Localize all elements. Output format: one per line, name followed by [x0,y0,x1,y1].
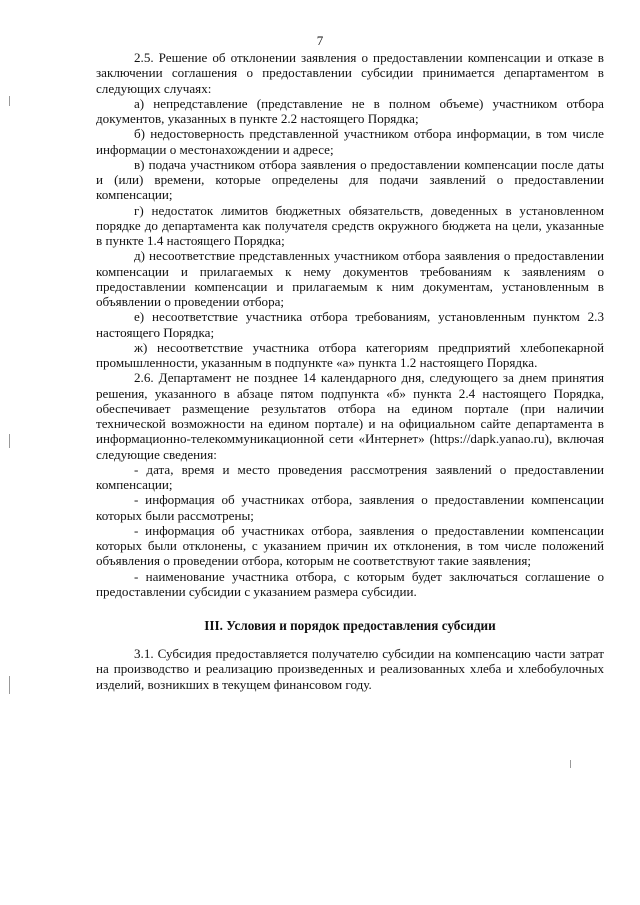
clauses-2-5-2-6 [96,50,604,599]
scan-margin-mark [9,676,10,694]
clause-2-5-item-a: а) непредставление (представление не в полном объеме) участником отбора документов, указанных в пункте 2.2 настоящего Порядка; [96,95,604,126]
clause-2-6-dash-1: - дата, время и место проведения рассмотрения заявлений о предоставлении компенсации; [96,461,604,492]
clause-2-6-intro: 2.6. Департамент не позднее 14 календарного дня, следующего за днем принятия решения, указанного в абзаце пятом подпункта «б» пункта 2.4 настоящего Порядка, обеспечивает размещение результатов отбора на едином портале (при наличии технической возможности на едином портале) и на официальном сайте департамента в информационно-телекоммуникационной сети «Интернет» (https://dapk.yanao.ru), включая следующие сведения: [96,370,604,462]
clause-2-5-item-v: в) подача участником отбора заявления о предоставлении компенсации после даты и (или) времени, которые определены для подачи заявлений о предоставлении компенсации; [96,156,604,203]
clause-2-5-item-d: д) несоответствие представленных участником отбора заявления о предоставлении компенсации и прилагаемых к нему документов требованиям к заявлениям о предоставлении компенсации и прилагаемым к ним документам, установленным в объявлении о проведении отбора; [96,248,604,309]
page-number: 7 [316,33,324,48]
clause-2-6-dash-2: - информация об участниках отбора, заявления о предоставлении компенсации которых были рассмотрены; [96,492,604,523]
clause-2-5-item-g: г) недостаток лимитов бюджетных обязательств, доведенных в установленном порядке до департамента как получателя средств окружного бюджета на цели, указанные в пункте 1.4 настоящего Порядка; [96,202,604,248]
clause-3-1: 3.1. Субсидия предоставляется получателю субсидии на компенсацию части затрат на производство и реализацию произведенных и реализованных хлеба и хлебобулочных изделий, возникших в текущем финансовом году. [96,646,604,692]
scan-margin-mark [9,434,10,448]
clause-2-5-item-e: е) несоответствие участника отбора требованиям, установленным пунктом 2.3 настоящего Порядка; [96,309,604,340]
clause-2-6-dash-3: - информация об участниках отбора, заявления о предоставлении компенсации которых были отклонены, с указанием причин их отклонения, в том числе положений объявления о проведении отбора, которым не соответствуют такие заявления; [96,522,604,569]
clause-2-5-intro: 2.5. Решение об отклонении заявления о предоставлении компенсации и отказе в заключении соглашения о предоставлении субсидии принимается департаментом в следующих случаях: [96,50,604,96]
section-3-body [96,646,604,692]
clause-2-5-item-zh: ж) несоответствие участника отбора категориям предприятий хлебопекарной промышленности, указанным в подпункте «а» пункта 1.2 настоящего Порядка. [96,339,604,370]
section-3-title: III. Условия и порядок предоставления субсидии [204,618,496,633]
clause-2-5-item-b: б) недостоверность представленной участником отбора информации, в том числе информации о местонахождении и адресе; [96,126,604,157]
clause-2-6-dash-4: - наименование участника отбора, с которым будет заключаться соглашение о предоставлении субсидии с указанием размера субсидии. [96,568,604,599]
scan-margin-mark [9,96,10,106]
scan-margin-mark [570,760,571,768]
